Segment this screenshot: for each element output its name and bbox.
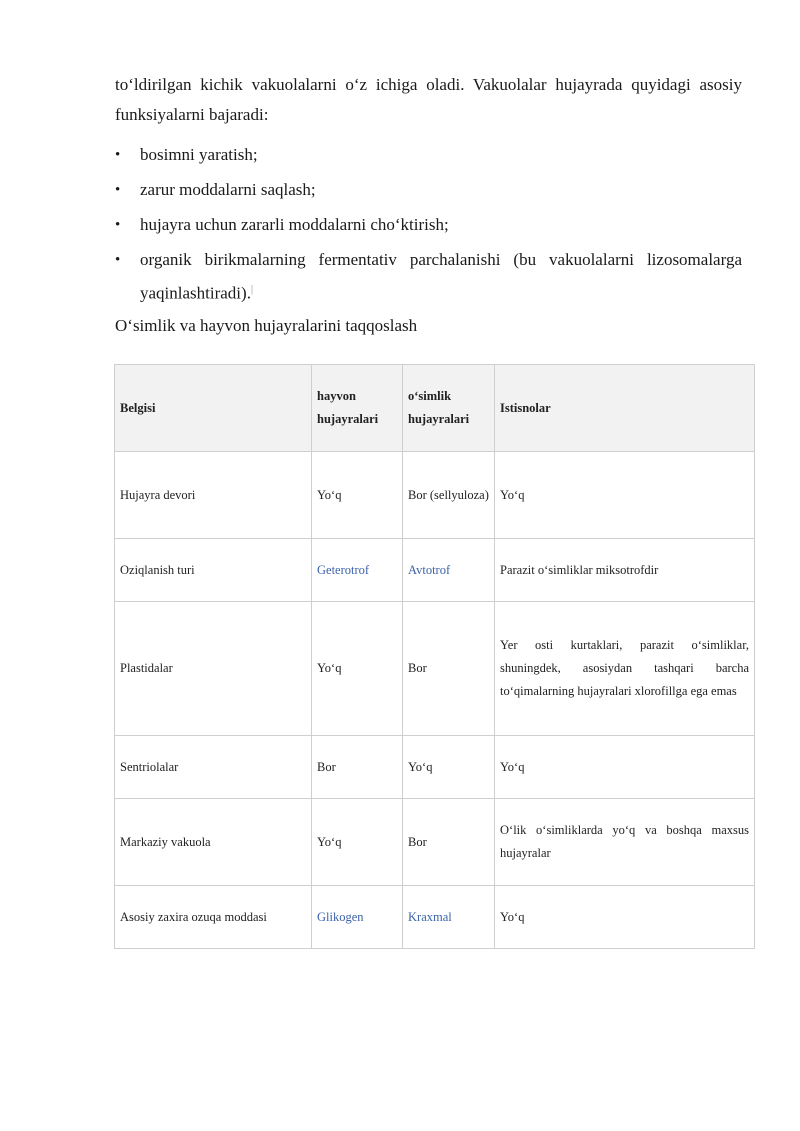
list-item [115, 175, 742, 205]
footnote-reference[interactable]: | [250, 284, 253, 295]
bullet-icon: • [115, 147, 121, 163]
list-item-text: zarur moddalarni saqlash; [140, 180, 316, 199]
table-cell: Parazit o‘simliklar miksotrofdir [495, 539, 755, 602]
table-cell: Yo‘q [495, 736, 755, 799]
header-osimlik: o‘simlik hujayralari [403, 365, 495, 452]
table-cell-link[interactable]: Avtotrof [403, 539, 495, 602]
table-cell: Asosiy zaxira ozuqa moddasi [115, 886, 312, 949]
table-cell: Yo‘q [312, 799, 403, 886]
table-cell-link[interactable]: Glikogen [312, 886, 403, 949]
bullet-icon: • [115, 252, 121, 268]
list-item-text: organik birikmalarning fermentativ parchalanishi (bu vakuolalarni lizosomalarga yaqinlashtiradi). [140, 250, 742, 303]
table-cell: Yo‘q [312, 602, 403, 736]
list-item [115, 210, 742, 240]
table-row [115, 602, 755, 736]
header-hayvon: hayvon hujayralari [312, 365, 403, 452]
table-cell: Oziqlanish turi [115, 539, 312, 602]
list-item [115, 140, 742, 170]
table-row [115, 799, 755, 886]
table-cell: Yo‘q [495, 886, 755, 949]
table-cell: Yo‘q [403, 736, 495, 799]
table-cell: Bor (sellyuloza) [403, 452, 495, 539]
table-title: O‘simlik va hayvon hujayralarini taqqoslash [115, 315, 418, 335]
table-row [115, 452, 755, 539]
page-content [115, 70, 742, 341]
table-cell: Bor [312, 736, 403, 799]
table-cell: Yo‘q [312, 452, 403, 539]
header-belgisi: Belgisi [115, 365, 312, 452]
table-cell-link[interactable]: Geterotrof [312, 539, 403, 602]
table-cell: Sentriolalar [115, 736, 312, 799]
table-cell: Hujayra devori [115, 452, 312, 539]
table-header-row [115, 365, 755, 452]
comparison-table [114, 364, 755, 949]
table-row [115, 539, 755, 602]
list-item-text: hujayra uchun zararli moddalarni cho‘ktirish; [140, 215, 449, 234]
bullet-icon: • [115, 182, 121, 198]
bullet-icon: • [115, 217, 121, 233]
function-list [115, 140, 742, 309]
table-cell: Yo‘q [495, 452, 755, 539]
table-cell: Bor [403, 799, 495, 886]
table-cell-link[interactable]: Kraxmal [403, 886, 495, 949]
table-cell: Markaziy vakuola [115, 799, 312, 886]
list-item [115, 245, 742, 309]
table-row [115, 886, 755, 949]
table-cell: Yer osti kurtaklari, parazit o‘simliklar, shuningdek, asosiydan tashqari barcha to‘qimalarning hujayralari xlorofillga ega emas [495, 602, 755, 736]
table-row [115, 736, 755, 799]
table-cell: Plastidalar [115, 602, 312, 736]
list-item-text: bosimni yaratish; [140, 145, 258, 164]
table-cell: O‘lik o‘simliklarda yo‘q va boshqa maxsus hujayralar [495, 799, 755, 886]
header-istisnolar: Istisnolar [495, 365, 755, 452]
table-cell: Bor [403, 602, 495, 736]
intro-paragraph: to‘ldirilgan kichik vakuolalarni o‘z ichiga oladi. Vakuolalar hujayrada quyidagi asosiy funksiyalarni bajaradi: [115, 75, 742, 124]
